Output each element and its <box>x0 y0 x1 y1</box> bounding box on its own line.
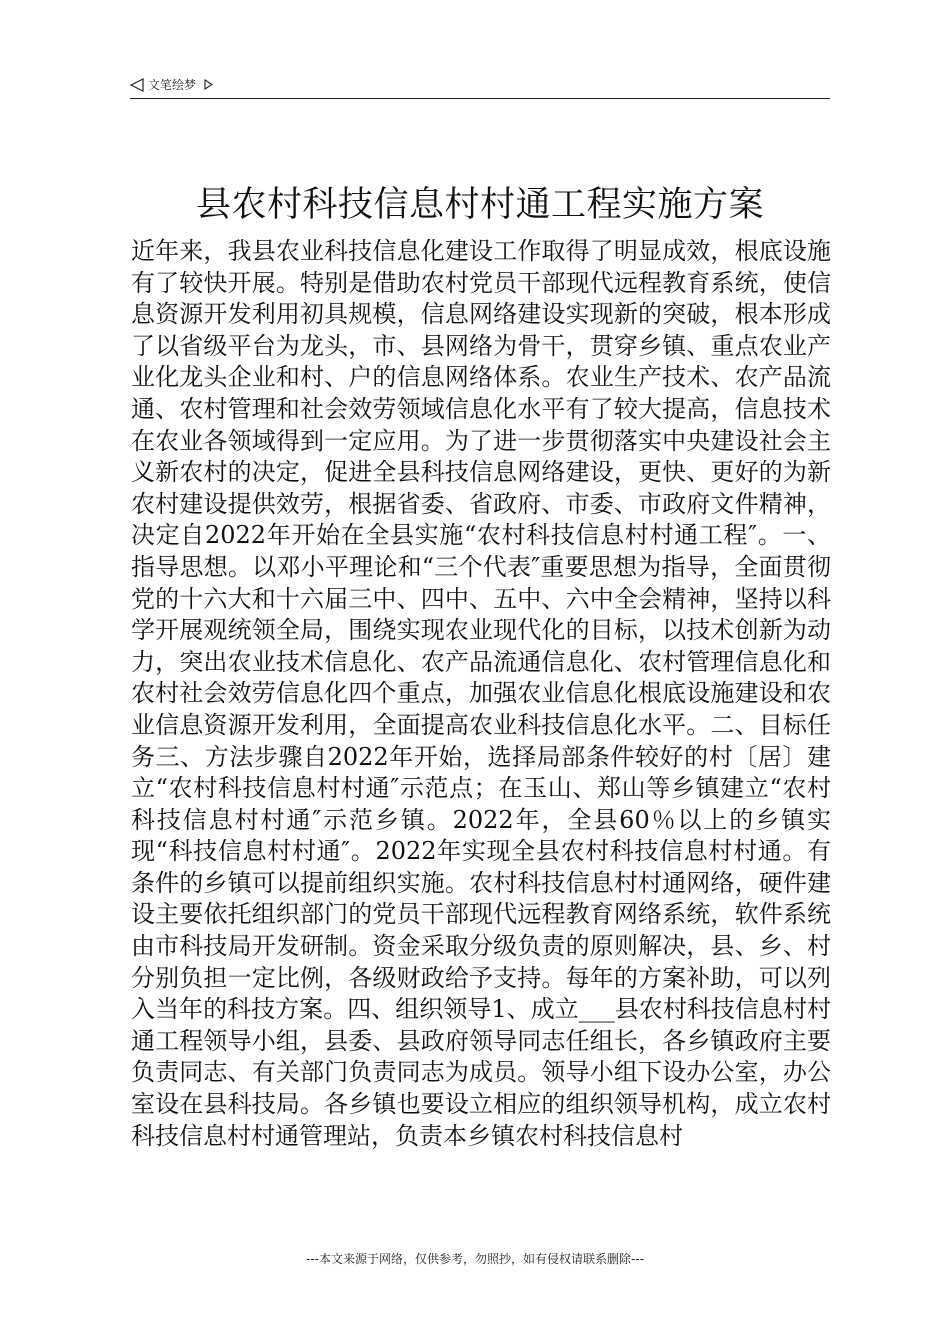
page-footer: ---本文来源于网络，仅供参考，勿照抄，如有侵权请联系删除--- <box>306 1252 644 1266</box>
document-title: 县农村科技信息村村通工程实施方案 <box>195 185 764 225</box>
triangle-right-icon <box>204 79 213 90</box>
header-brand-group <box>130 76 213 93</box>
page-header <box>130 74 830 99</box>
header-brand: 文笔绘梦 <box>148 78 197 92</box>
document-body: 近年来，我县农业科技信息化建设工作取得了明显成效，根底设施有了较快开展。特别是借助农村党员干部现代远程教育系统，使信息资源开发利用初具规模，信息网络建设实现新的突破，根本形成了以省级平台为龙头，市、县网络为骨干，贯穿乡镇、重点农业产业化龙头企业和村、户的信息网络体系。农业生产技术、农产品流通、农村管理和社会效劳领域信息化水平有了较大提高，信息技术在农业各领域得到一定应用。为了进一步贯彻落实中央建设社会主义新农村的决定，促进全县科技信息网络建设，更快、更好的为新农村建设提供效劳，根据省委、省政府、市委、市政府文件精神，决定自2022年开始在全县实施“农村科技信息村村通工程″。一、指导思想。以邓小平理论和“三个代表″重要思想为指导，全面贯彻党的十六大和十六届三中、四中、五中、六中全会精神，坚持以科学开展观统领全局，围绕实现农业现代化的目标，以技术创新为动力，突出农业技术信息化、农产品流通信息化、农村管理信息化和农村社会效劳信息化四个重点，加强农业信息化根底设施建设和农业信息资源开发利用，全面提高农业科技信息化水平。二、目标任务三、方法步骤自2022年开始，选择局部条件较好的村〔居〕建立“农村科技信息村村通″示范点；在玉山、郑山等乡镇建立“农村科技信息村村通″示范乡镇。2022年，全县60％以上的乡镇实现“科技信息村村通″。2022年实现全县农村科技信息村村通。有条件的乡镇可以提前组织实施。农村科技信息村村通网络，硬件建设主要依托组织部门的党员干部现代远程教育网络系统，软件系统由市科技局开发研制。资金采取分级负责的原则解决，县、乡、村分别负担一定比例，各级财政给予支持。每年的方案补助，可以列入当年的科技方案。四、组织领导1、成立___县农村科技信息村村通工程领导小组，县委、县政府领导同志任组长，各乡镇政府主要负责同志、有关部门负责同志为成员。领导小组下设办公室，办公室设在县科技局。各乡镇也要设立相应的组织领导机构，成立农村科技信息村村通管理站，负责本乡镇农村科技信息村 <box>131 237 831 1150</box>
triangle-left-icon <box>130 78 144 92</box>
